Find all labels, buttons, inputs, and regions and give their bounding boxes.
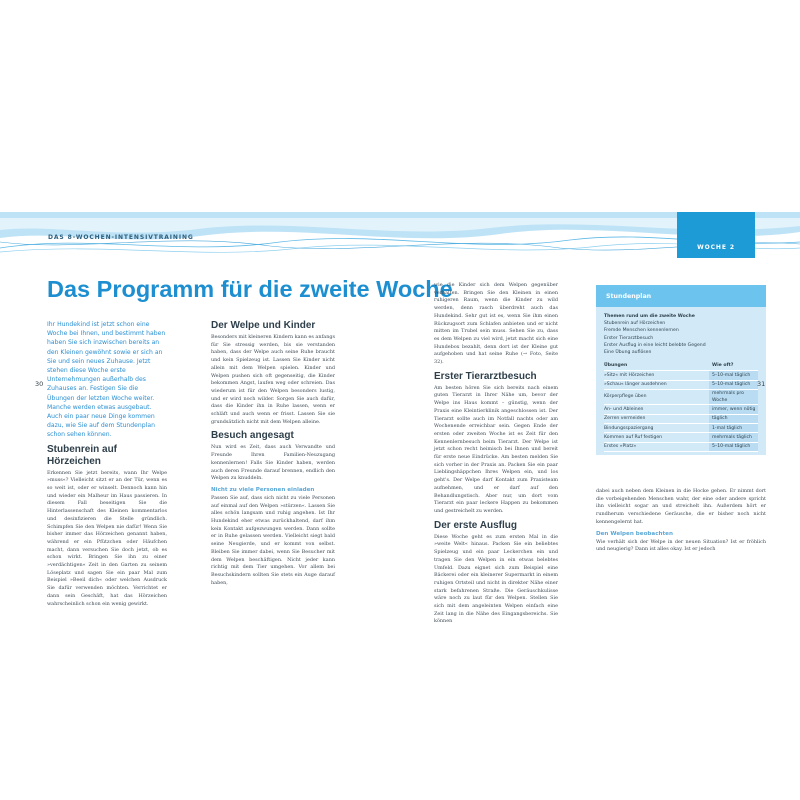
- frequency-cell: 5–10-mal täglich: [709, 442, 758, 451]
- exercise-table: [604, 361, 758, 452]
- table-row: [604, 371, 758, 380]
- stundenplan-box: [596, 285, 766, 455]
- week-tab: [677, 212, 755, 258]
- page-number-left: 30: [35, 380, 44, 388]
- heading-stubenrein: Stubenrein auf Hörzeichen: [47, 443, 118, 467]
- table-row: [604, 389, 758, 404]
- frequency-cell: 1-mal täglich: [709, 424, 758, 433]
- subheading-personen: Nicht zu viele Personen einladen: [211, 486, 315, 493]
- frequency-cell: täglich: [709, 414, 758, 423]
- exercise-cell: An- und Ableinen: [604, 405, 709, 414]
- exercise-cell: »Sitz« mit Hörzeichen: [604, 371, 709, 380]
- paragraph-tierarzt: Am besten hören Sie sich bereits nach einem guten Tierarzt in Ihrer Nähe um, bevor der Welpe ins Haus kommt – günstig, wenn der Praxis eine Kleintierklinik angeschlossen ist. Der Tierarzt sollte auch im Notfall nachts oder am Wochenende erreichbar sein. Gegen Ende der ersten oder zweiten Woche ist es Zeit für den Kennenlernbesuch beim Tierarzt. Der Welpe ist jetzt schon recht heimisch bei Ihnen und bereit für erste neue Eindrücke. Am besten melden Sie sich vorher in der Praxis an. Packen Sie ein paar Lieblingshäppchen Ihres Welpen ein, und los geht's. Der Welpe darf Kontakt zum Praxisteam aufnehmen, und er darf auf den Behandlungstisch. Aber nur, um dort vom Tierarzt ein paar leckere Happen zu bekommen und gestreichelt zu werden.: [434, 384, 558, 514]
- running-head: DAS 8-WOCHEN-INTENSIVTRAINING: [48, 234, 194, 241]
- frequency-cell: mehrmals pro Woche: [709, 389, 758, 404]
- paragraph-ausflug: Diese Woche geht es zum ersten Mal in die »weite Welt« hinaus. Packen Sie ein beliebtes Spielzeug und ein paar Leckerchen ein und tragen Sie den Welpen in ein etwas belebtes Umfeld. Dazu eignet sich zum Beispiel eine Bäckerei oder ein kleinerer Supermarkt in einem ruhigen Ortsteil und nicht in direkter Nähe einer stark befahrenen Straße. Die Geräuschkulisse wäre noch zu laut für den Welpen. Stellen Sie sich mit dem angeleinten Welpen einfach eine Zeit lang in die Nähe des Eingangsbereichs. Sie können: [434, 533, 558, 625]
- column-header-exercise: Übungen: [604, 361, 709, 370]
- stundenplan-header: Stundenplan: [596, 285, 766, 307]
- table-header-row: [604, 361, 758, 370]
- intro-paragraph: Ihr Hundekind ist jetzt schon eine Woche bei Ihnen, und bestimmt haben haben Sie sich inzwischen bereits an den Kleinen gewöhnt sowie er sich an Sie und sein neues Zuhause. Jetzt stehen diese Woche erste Unternehmungen außerhalb des Zuhauses an. Festigen Sie die Übungen der letzten Woche weiter. Manche werden etwas ausgebaut. Auch ein paar neue Dinge kommen dazu, wie Sie auf dem Stundenplan schon sehen können.: [47, 321, 166, 439]
- table-row: [604, 405, 758, 414]
- column-2: [211, 320, 335, 587]
- heading-ausflug: Der erste Ausflug: [434, 519, 517, 531]
- exercise-cell: Zerren vermeiden: [604, 414, 709, 423]
- paragraph-beobachten: Wie verhält sich der Welpe in der neuen Situation? Ist er fröhlich und neugierig? Dann ist alles okay. Ist er jedoch: [596, 538, 766, 553]
- table-row: [604, 380, 758, 389]
- topic-list: [604, 320, 758, 356]
- stundenplan-subtitle: Themen rund um die zweite Woche: [604, 314, 695, 319]
- header-band: [0, 212, 800, 262]
- paragraph-welpe-kinder: Besonders mit kleineren Kindern kann es anfangs für Sie stressig werden, bis sie verstanden haben, dass der Welpe auch seine Ruhe braucht und kein Spielzeug ist. Lassen Sie Kinder nicht allein mit dem Welpen spielen. Kinder und Welpen pushen sich oft gegenseitig, die Kinder bekommen Angst, laufen weg oder schreien. Das wiederum ist für den Welpen besonders lustig, und er wird noch wilder. Sorgen Sie auch dafür, dass die Kinder ihn in Ruhe lassen, wenn er schläft und auch wenn er frisst. Lassen Sie sie grundsätzlich nicht mit dem Welpen alleine.: [211, 334, 335, 425]
- frequency-cell: 5–10-mal täglich: [709, 371, 758, 380]
- topic-item: Fremde Menschen kennenlernen: [604, 328, 679, 334]
- frequency-cell: 5–10-mal täglich: [709, 380, 758, 389]
- page-number-right: 31: [757, 380, 766, 388]
- topic-item: Erster Tierarztbesuch: [604, 335, 654, 341]
- heading-tierarzt: Erster Tierarztbesuch: [434, 370, 537, 382]
- column-4: [596, 488, 766, 554]
- exercise-cell: Bindungsspaziergang: [604, 424, 709, 433]
- exercise-cell: Erstes »Platz«: [604, 442, 709, 451]
- table-row: [604, 442, 758, 451]
- topic-item: Stubenrein auf Hörzeichen: [604, 321, 666, 327]
- column-header-frequency: Wie oft?: [709, 361, 758, 370]
- column-1: [47, 320, 167, 608]
- frequency-cell: immer, wenn nötig: [709, 405, 758, 414]
- table-row: [604, 414, 758, 423]
- topic-item: Erster Ausflug in eine leicht belebte Gegend: [604, 342, 706, 348]
- paragraph-continued: wie die Kinder sich dem Welpen gegenüber verhalten. Bringen Sie den Kleinen in einen ruhigeren Raum, wenn die Kinder zu wild werden, denn rasch überdreht auch das Hundekind. Sehr gut ist es, wenn Sie ihm einen Rückzugsort zum Schlafen anbieten und er nicht mitten im Trubel sein muss. Sehen Sie zu, dass es dem Welpen zu viel wird, jetzt macht sich eine Hundebox bezahlt, denn dort ist der Kleine gut aufgehoben und hat seine Ruhe (→ Foto, Seite 32).: [434, 282, 558, 366]
- heading-welpe-kinder: Der Welpe und Kinder: [211, 320, 316, 331]
- paragraph-stubenrein: Erkennen Sie jetzt bereits, wann Ihr Welpe »muss«? Vielleicht sitzt er an der Tür, wenn es so weit ist, oder er winselt. Dennoch kann hin und wieder ein Malheur im Haus passieren. In diesem Fall beseitigen Sie die Hinterlassenschaft des Kleinen kommentarlos und desinfizieren die Stelle gründlich. Schimpfen Sie den Welpen nie dafür! Wenn Sie bisher immer das Hörzeichen genannt haben, während er ein Pfützchen oder Häufchen macht, dann versuchen Sie doch jetzt, ob es schon wirkt. Bringen Sie ihn zu einer »verdächtigen« Zeit in den Garten zu seinem Löseplatz und sagen Sie ein paar Mal zum Beispiel »Beeil dich« oder welchen Ausdruck Sie dafür verwenden möchten. Verrichtet er dann sein Geschäft, hat das Hörzeichen wahrscheinlich schon ein wenig gewirkt.: [47, 469, 167, 607]
- stundenplan-body: [596, 307, 766, 452]
- paragraph-personen: Passen Sie auf, dass sich nicht zu viele Personen auf einmal auf den Welpen »stürzen«. Lassen Sie alles schön langsam und ruhig angehen. Ist Ihr Hundekind eher etwas zurückhaltend, darf ihm kein Kontakt aufgezwungen werden. Dann sollte er in Ruhe gelassen werden. Vielleicht siegt bald seine Neugierde, und er kommt von selbst. Bleiben Sie immer dabei, wenn Sie Besucher mit dem Welpen beschäftigen. Nicht jeder kann richtig mit dem Tier umgehen. Vor allem bei Besuchskindern sollten Sie stets ein Auge darauf haben,: [211, 494, 335, 586]
- frequency-cell: mehrmals täglich: [709, 433, 758, 442]
- topic-item: Eine Übung auflösen: [604, 350, 652, 356]
- subheading-beobachten: Den Welpen beobachten: [596, 530, 673, 537]
- page-title: Das Programm für die zweite Woche: [47, 276, 453, 302]
- paragraph-ausflug-continued: dabei auch neben dem Kleinen in die Hocke gehen. Er nimmt dort die vorbeigehenden Menschen wahr, der eine oder andere spricht ihn vielleicht sogar an und streichelt ihn. Außerdem hört er rundherum verschiedene Geräusche, die er bisher noch nicht kennengelernt hat.: [596, 488, 766, 525]
- exercise-cell: Körperpflege üben: [604, 389, 709, 404]
- heading-besuch: Besuch angesagt: [211, 430, 294, 442]
- column-3: [434, 282, 558, 626]
- table-row: [604, 433, 758, 442]
- paragraph-besuch: Nun wird es Zeit, dass auch Verwandte und Freunde Ihren Familien-Neuzugang kennenlernen! Falls Sie Kinder haben, werden auch deren Freunde darauf brennen, endlich den Welpen zu knuddeln.: [211, 444, 335, 482]
- exercise-cell: »Schau« länger ausdehnen: [604, 380, 709, 389]
- table-row: [604, 424, 758, 433]
- exercise-cell: Kommen auf Ruf festigen: [604, 433, 709, 442]
- week-tab-label: WOCHE 2: [697, 244, 735, 251]
- book-spread: [0, 212, 800, 625]
